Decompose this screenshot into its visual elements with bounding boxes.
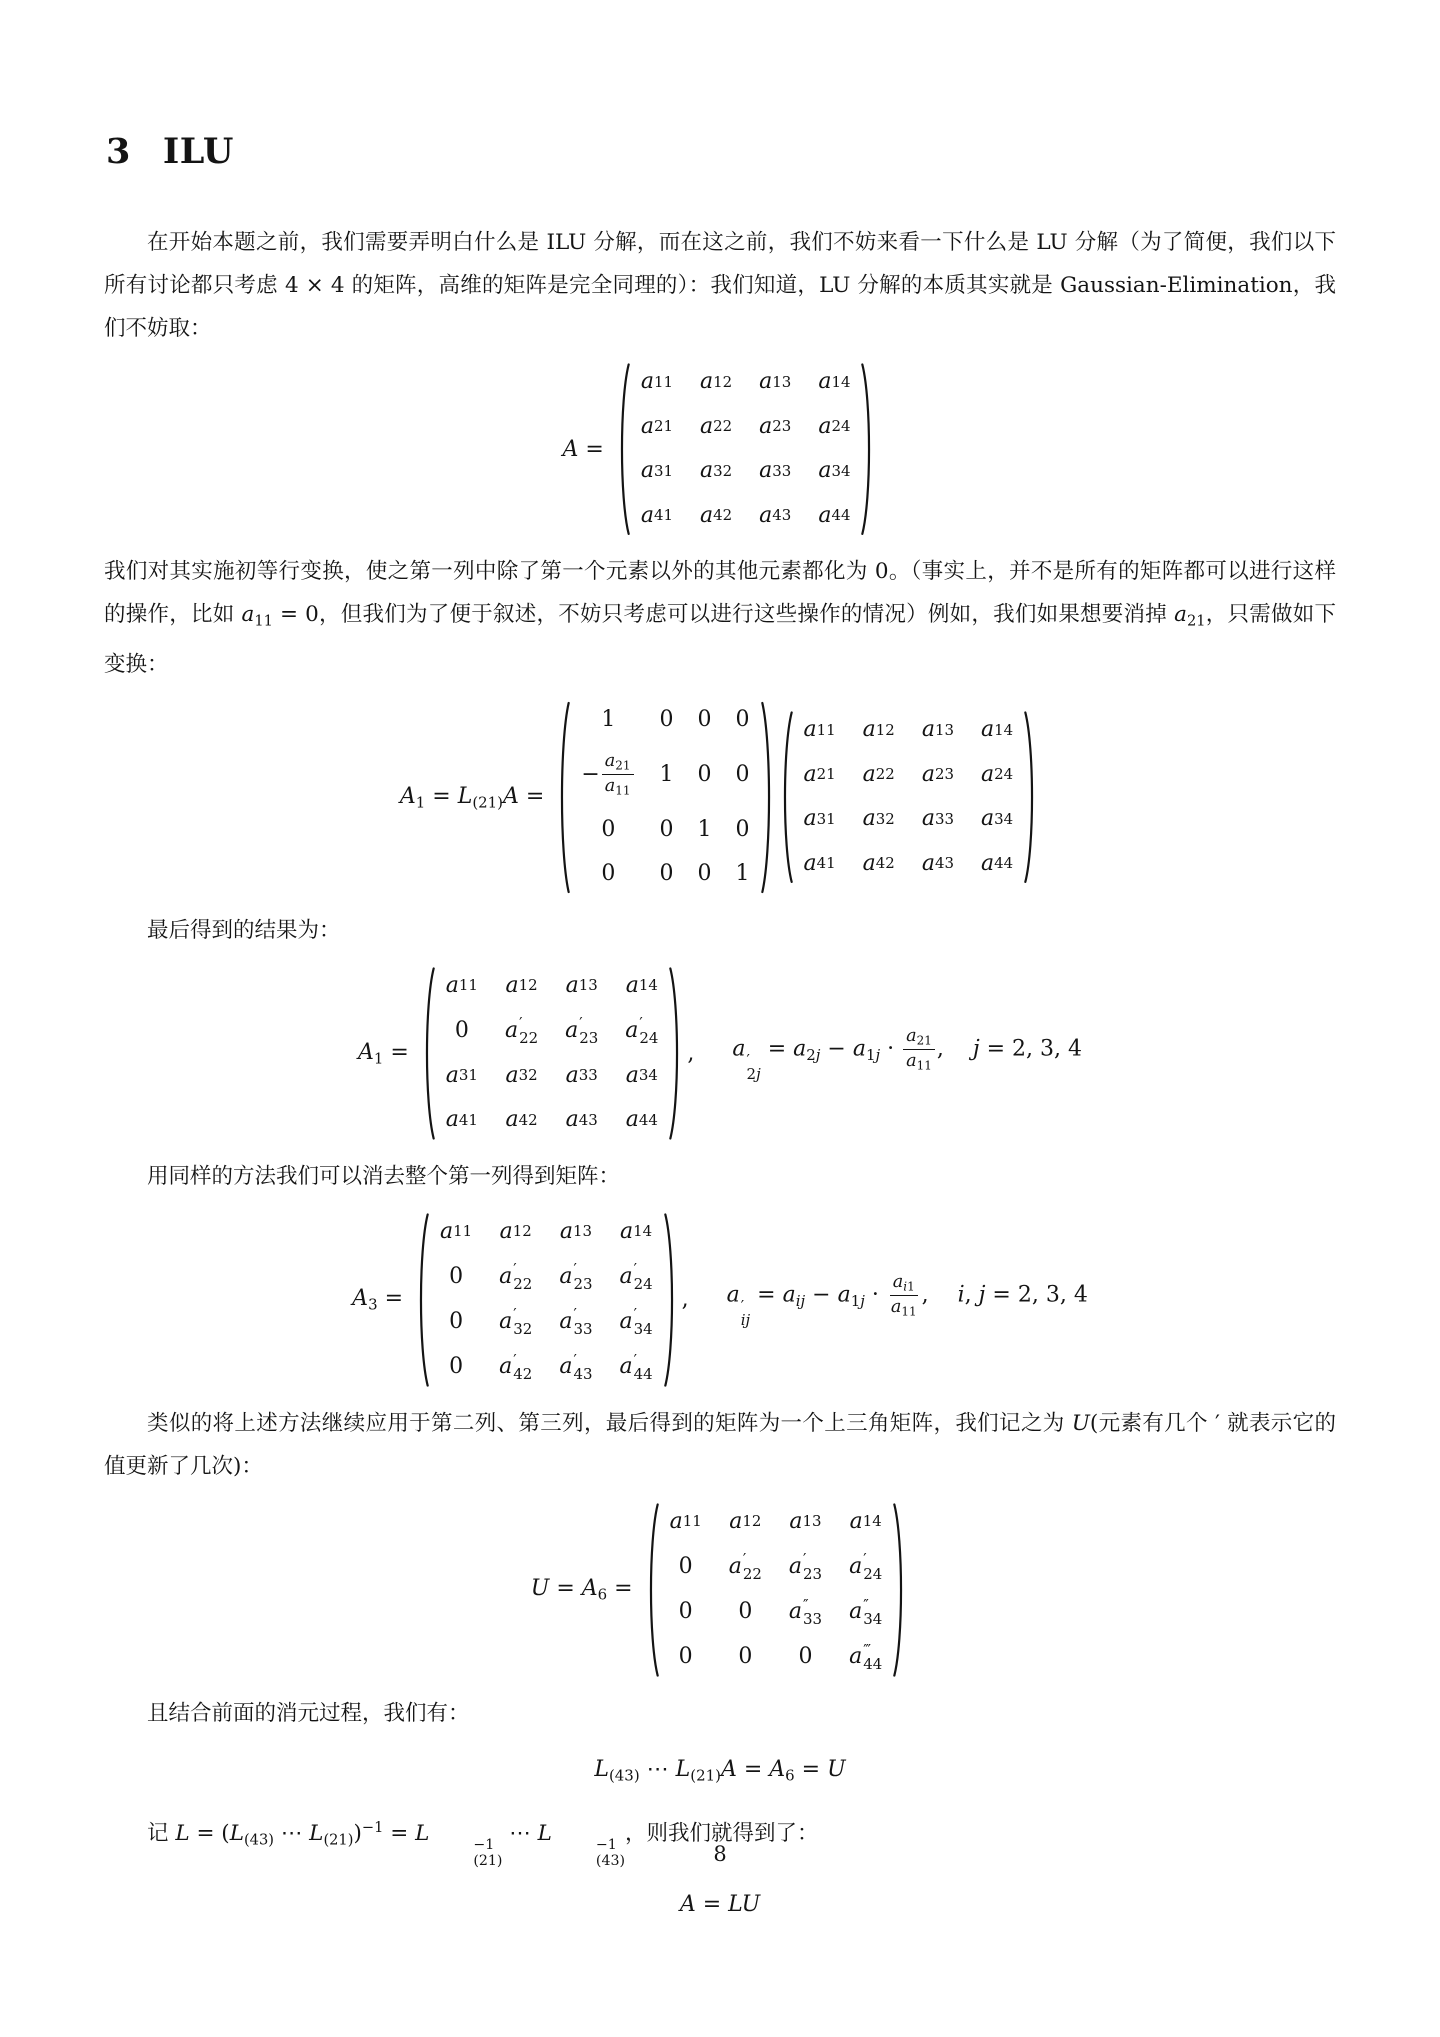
- matrix-L21: [556, 698, 774, 897]
- matrix-cell: a ′ 43: [559, 1350, 593, 1383]
- matrix-cell: a ′ 33: [559, 1305, 593, 1338]
- equation-text: A = LU: [679, 1891, 761, 1917]
- paragraph-intro: 在开始本题之前，我们需要弄明白什么是 ILU 分解，而在这之前，我们不妨来看一下什么是 LU 分解（为了简便，我们以下所有讨论都只考虑 4 × 4 的矩阵，高维的矩阵是完全同理的）：我们知道，LU 分解的本质其实就是 Gaussian-Elimination，我们不妨取：: [104, 230, 1336, 341]
- section-title: ILU: [162, 131, 234, 172]
- matrix-cell: a 32: [700, 458, 733, 484]
- matrix-A1: [421, 964, 684, 1143]
- matrix-cell: a 21: [640, 413, 673, 439]
- matrix-cell: a 34: [818, 458, 851, 484]
- matrix-cell: a 12: [499, 1218, 532, 1244]
- equation-lhs: $A_1$ =: [357, 1039, 409, 1067]
- matrix-cell: 0: [678, 1643, 693, 1669]
- matrix-cell: a 31: [640, 458, 673, 484]
- matrix-cell: a 42: [505, 1107, 538, 1133]
- matrix-cell: a 33: [565, 1062, 598, 1088]
- matrix-cell: a ′ 23: [788, 1550, 823, 1583]
- display-equation-A3: [104, 1210, 1336, 1390]
- section-heading: [106, 131, 1336, 172]
- matrix-left-paren-icon: [616, 360, 631, 538]
- paragraph-final-result: 最后得到的结果为：: [147, 917, 341, 943]
- matrix-cell: 0: [659, 706, 674, 732]
- matrix-cell: a 14: [849, 1508, 882, 1534]
- matrix-cell: a ′ 24: [849, 1550, 883, 1583]
- matrix-grid: [794, 708, 1024, 886]
- matrix-cell: 0: [697, 706, 712, 732]
- display-equation-A1-result: [104, 964, 1336, 1143]
- matrix-right-paren-icon: [663, 1210, 678, 1390]
- matrix-cell: a ″ 33: [788, 1595, 823, 1628]
- matrix-cell: a 41: [445, 1107, 478, 1133]
- matrix-cell: a 11: [803, 717, 836, 743]
- matrix-cell: a 31: [445, 1062, 478, 1088]
- matrix-cell: 0: [601, 861, 616, 887]
- matrix-cell: a 13: [921, 717, 954, 743]
- page-number: 8: [713, 1842, 727, 1866]
- matrix-cell: 0: [735, 816, 750, 842]
- matrix-A: [616, 360, 876, 538]
- matrix-cell: − $\frac{a_{21}}{a_{11}}$: [581, 750, 635, 799]
- matrix-cell: 0: [449, 1353, 464, 1379]
- matrix-cell: 0: [798, 1643, 813, 1669]
- matrix-cell: a 11: [445, 972, 478, 998]
- matrix-left-paren-icon: [556, 698, 571, 897]
- equation-lhs: $U = A_6$ =: [530, 1576, 633, 1604]
- matrix-cell: a ′ 32: [499, 1305, 533, 1338]
- equation-lhs: $A_3$ =: [352, 1286, 404, 1314]
- matrix-cell: a 11: [440, 1218, 473, 1244]
- matrix-cell: a 24: [980, 761, 1014, 787]
- matrix-left-paren-icon: [415, 1210, 430, 1390]
- matrix-cell: 1: [735, 861, 750, 887]
- matrix-cell: a 42: [862, 850, 895, 876]
- matrix-cell: a ′ 22: [728, 1550, 762, 1583]
- display-equation-A1-transform: [104, 698, 1336, 897]
- matrix-A: [779, 708, 1039, 886]
- matrix-cell: a ′ 23: [559, 1260, 593, 1293]
- matrix-cell: 1: [659, 761, 674, 787]
- matrix-cell: 0: [659, 816, 674, 842]
- matrix-cell: a 41: [640, 502, 673, 528]
- matrix-cell: 0: [678, 1598, 693, 1624]
- matrix-grid: [430, 1210, 663, 1390]
- matrix-cell: a ′ 22: [499, 1260, 533, 1293]
- matrix-right-paren-icon: [860, 360, 875, 538]
- matrix-right-paren-icon: [892, 1500, 907, 1680]
- matrix-right-paren-icon: [668, 964, 683, 1143]
- matrix-cell: a 12: [729, 1508, 762, 1534]
- matrix-cell: a 22: [862, 761, 895, 787]
- matrix-cell: a ′ 42: [499, 1350, 533, 1383]
- matrix-cell: 0: [738, 1643, 753, 1669]
- update-formula: a ′ ij = $a_{ij} - a_{1j}$ · $\frac{a_{i1}}{a_{11}}$ , i, j = 2, 3, 4: [726, 1272, 1088, 1330]
- matrix-cell: a 44: [980, 850, 1014, 876]
- matrix-left-paren-icon: [421, 964, 436, 1143]
- matrix-cell: a ′ 34: [619, 1305, 653, 1338]
- matrix-cell: 1: [697, 816, 712, 842]
- display-equation-U: [104, 1500, 1336, 1680]
- paragraph-same-method: 用同样的方法我们可以消去整个第一列得到矩阵：: [147, 1163, 621, 1189]
- matrix-cell: a 33: [921, 806, 954, 832]
- paragraph-upper-triangular: 类似的将上述方法继续应用于第二列、第三列，最后得到的矩阵为一个上三角矩阵，我们记之为 U(元素有几个 ′ 就表示它的值更新了几次)：: [104, 1410, 1336, 1479]
- matrix-cell: 1: [601, 706, 616, 732]
- matrix-cell: a ′ 23: [565, 1014, 599, 1047]
- matrix-cell: a ′ 24: [619, 1260, 653, 1293]
- matrix-grid: [631, 360, 861, 538]
- matrix-cell: a 12: [862, 717, 895, 743]
- matrix-cell: a 32: [505, 1062, 538, 1088]
- matrix-cell: a 31: [803, 806, 836, 832]
- matrix-cell: 0: [659, 861, 674, 887]
- matrix-cell: 0: [449, 1308, 464, 1334]
- matrix-cell: a ′ 22: [504, 1014, 539, 1047]
- paragraph-row-transform: 我们对其实施初等行变换，使之第一列中除了第一个元素以外的其他元素都化为 0。（事实上，并不是所有的矩阵都可以进行这样的操作，比如 $a_{11} = 0$，但我们为了便于叙述，不妨只考虑可以进行这些操作的情况）例如，我们如果想要消掉 $a_{21}$，只需做如下变换：: [104, 559, 1336, 677]
- equation-comma: ,: [687, 1040, 695, 1066]
- equation-lhs: A =: [562, 436, 604, 462]
- matrix-cell: a 33: [759, 458, 792, 484]
- matrix-cell: a 12: [700, 369, 733, 394]
- matrix-cell: a 43: [759, 502, 792, 528]
- matrix-left-paren-icon: [779, 708, 794, 886]
- matrix-cell: a 21: [803, 761, 836, 787]
- matrix-grid: [571, 698, 759, 897]
- paragraph-combine-elimination: 且结合前面的消元过程，我们有：: [147, 1700, 470, 1726]
- matrix-cell: 0: [697, 861, 712, 887]
- matrix-cell: a 13: [759, 369, 792, 394]
- matrix-U: [645, 1500, 908, 1680]
- matrix-cell: 0: [738, 1598, 753, 1624]
- matrix-cell: a 14: [818, 369, 851, 394]
- matrix-cell: a 14: [980, 717, 1014, 743]
- matrix-cell: 0: [735, 706, 750, 732]
- matrix-cell: a 34: [980, 806, 1014, 832]
- matrix-right-paren-icon: [760, 698, 775, 897]
- equation-comma: ,: [681, 1287, 689, 1313]
- matrix-cell: 0: [735, 761, 750, 787]
- matrix-cell: a 23: [921, 761, 954, 787]
- equation-text: $L_{(43)}$ ⋯ $L_{(21)}A = A_6 = U$: [594, 1756, 846, 1785]
- matrix-cell: a 24: [818, 413, 851, 439]
- update-formula: a ′ 2j = $a_{2j} - a_{1j}$ · $\frac{a_{21}}{a_{11}}$ , j = 2, 3, 4: [732, 1025, 1083, 1083]
- matrix-cell: a 32: [862, 806, 895, 832]
- matrix-right-paren-icon: [1023, 708, 1038, 886]
- matrix-cell: 0: [678, 1553, 693, 1579]
- matrix-cell: a 42: [700, 502, 733, 528]
- matrix-cell: a 11: [640, 369, 673, 394]
- equation-lhs: $A_1 = L_{(21)}A$ =: [399, 783, 545, 811]
- matrix-left-paren-icon: [645, 1500, 660, 1680]
- matrix-cell: a 43: [565, 1107, 598, 1133]
- display-equation-ALU: [104, 1892, 1336, 1917]
- matrix-cell: a 13: [565, 972, 598, 998]
- matrix-cell: a ′ 44: [619, 1350, 653, 1383]
- matrix-cell: 0: [449, 1263, 464, 1289]
- matrix-cell: a 13: [559, 1218, 592, 1244]
- matrix-cell: a 22: [700, 413, 733, 439]
- matrix-grid: [436, 964, 669, 1143]
- display-equation-A: [104, 360, 1336, 538]
- matrix-cell: a 14: [625, 972, 658, 998]
- matrix-cell: a 43: [921, 850, 954, 876]
- matrix-cell: a ‴ 44: [849, 1640, 883, 1673]
- matrix-cell: a 34: [625, 1062, 658, 1088]
- matrix-cell: a 41: [803, 850, 836, 876]
- paragraph-define-L: 记 $L = (L_{(43)}$ ⋯ $L_{(21)})^{-1} = L$ −1 (21) ⋯ L −1 (43) ，则我们就得到了：: [147, 1819, 819, 1870]
- matrix-cell: a 14: [619, 1218, 653, 1244]
- matrix-cell: a ″ 34: [849, 1595, 883, 1628]
- matrix-cell: a 23: [759, 413, 792, 439]
- matrix-cell: 0: [601, 816, 616, 842]
- matrix-cell: a 11: [669, 1508, 702, 1534]
- matrix-cell: 0: [697, 761, 712, 787]
- matrix-cell: a 12: [505, 972, 538, 998]
- matrix-cell: a ′ 24: [625, 1014, 659, 1047]
- matrix-cell: a 44: [625, 1107, 658, 1133]
- matrix-cell: 0: [454, 1017, 469, 1043]
- matrix-cell: a 44: [818, 502, 851, 528]
- matrix-grid: [660, 1500, 893, 1680]
- section-number: 3: [106, 131, 131, 172]
- matrix-A3: [415, 1210, 678, 1390]
- matrix-cell: a 13: [789, 1508, 822, 1534]
- display-equation-L-chain: [104, 1757, 1336, 1784]
